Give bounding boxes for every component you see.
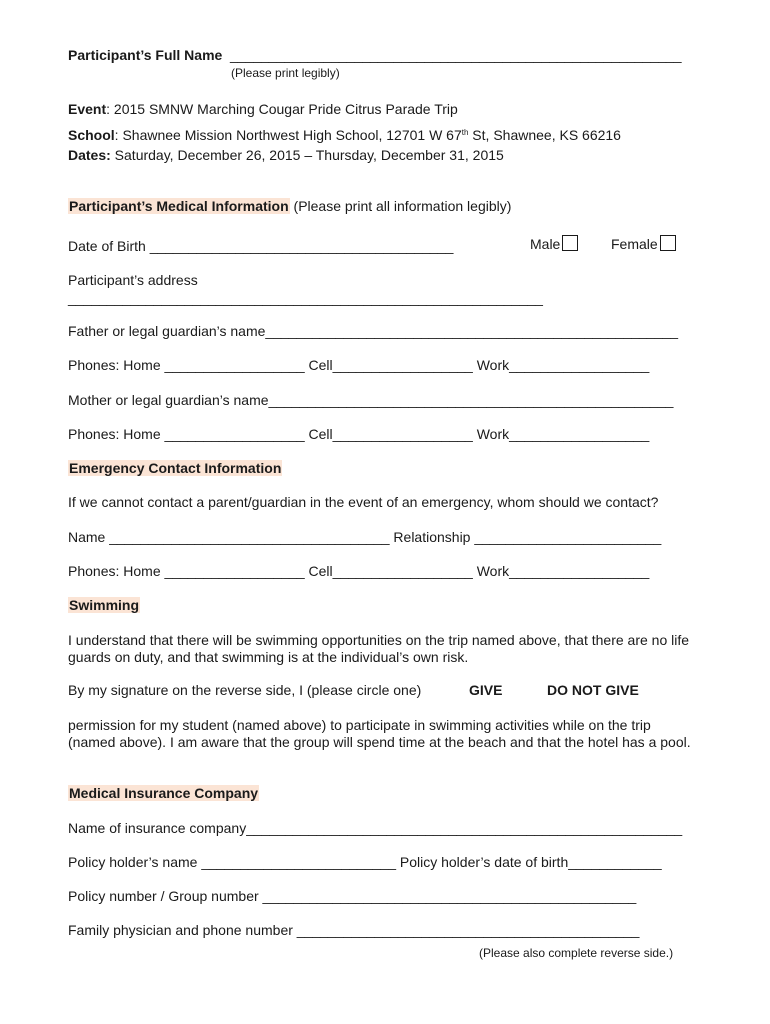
give-option[interactable]: GIVE <box>469 682 503 698</box>
swimming-paragraph: I understand that there will be swimming opportunities on the trip named above, that there are no life guards on duty, and that swimming is at the individual’s own risk. <box>68 632 690 665</box>
print-legibly-note: (Please print legibly) <box>231 66 340 80</box>
emergency-name-field[interactable]: Name ____________________________________ Relationship ________________________ <box>68 529 662 545</box>
school-line <box>68 124 621 144</box>
event-line <box>68 101 458 118</box>
swimming-heading: Swimming <box>69 597 140 613</box>
medical-heading-note: (Please print all information legibly) <box>289 198 512 214</box>
male-checkbox[interactable] <box>562 235 578 251</box>
female-checkbox[interactable] <box>660 235 676 251</box>
dates-label: Dates: <box>68 147 111 163</box>
policy-holder-field[interactable]: Policy holder’s name _________________________ Policy holder’s date of birth____________ <box>68 854 662 870</box>
full-name-line[interactable]: __________________________________________________________ <box>230 47 682 63</box>
female-label: Female <box>611 236 658 252</box>
male-label: Male <box>530 236 561 252</box>
swimming-signature-text: By my signature on the reverse side, I (please circle one) <box>68 682 422 698</box>
swimming-permission-paragraph: permission for my student (named above) to participate in swimming activities while on the trip (named above). I am aware that the group will spend time at the beach and that the hotel has a pool. <box>68 717 691 750</box>
swimming-heading-line <box>68 597 140 614</box>
insurance-heading: Medical Insurance Company <box>69 785 259 801</box>
mother-name-field[interactable]: Mother or legal guardian’s name____________________________________________________ <box>68 392 674 408</box>
school-value-end: St, Shawnee, KS 66216 <box>468 127 621 143</box>
policy-number-field[interactable]: Policy number / Group number ________________________________________________ <box>68 888 637 904</box>
dates-value: Saturday, December 26, 2015 – Thursday, December 31, 2015 <box>110 147 504 163</box>
dates-line <box>68 147 504 164</box>
male-option[interactable] <box>530 235 578 253</box>
insurance-company-field[interactable]: Name of insurance company________________________________________________________ <box>68 820 683 836</box>
female-option[interactable] <box>611 235 676 253</box>
event-value: : 2015 SMNW Marching Cougar Pride Citrus Parade Trip <box>106 101 458 117</box>
do-not-give-option[interactable]: DO NOT GIVE <box>547 682 639 698</box>
address-label: Participant’s address <box>68 272 198 288</box>
father-name-field[interactable]: Father or legal guardian’s name_____________________________________________________ <box>68 323 679 339</box>
event-label: Event <box>68 101 107 117</box>
emergency-heading-line <box>68 460 282 477</box>
emergency-phones-field[interactable]: Phones: Home __________________ Cell__________________ Work__________________ <box>68 563 650 579</box>
mother-phones-field[interactable]: Phones: Home __________________ Cell__________________ Work__________________ <box>68 426 650 442</box>
emergency-question: If we cannot contact a parent/guardian in the event of an emergency, whom should we contact? <box>68 494 659 510</box>
school-value: : Shawnee Mission Northwest High School, 12701 W 67 <box>114 127 462 143</box>
school-superscript: th <box>461 128 469 137</box>
medical-heading-line <box>68 198 511 215</box>
full-name-label: Participant’s Full Name <box>68 47 223 63</box>
father-phones-field[interactable]: Phones: Home __________________ Cell__________________ Work__________________ <box>68 357 650 373</box>
reverse-side-note: (Please also complete reverse side.) <box>479 946 674 960</box>
address-field[interactable]: _____________________________________________________________ <box>68 290 543 306</box>
medical-heading: Participant’s Medical Information <box>69 198 289 214</box>
dob-field[interactable]: Date of Birth _______________________________________ <box>68 238 454 254</box>
school-label: School <box>68 127 115 143</box>
emergency-heading: Emergency Contact Information <box>69 460 282 476</box>
insurance-heading-line <box>68 785 259 802</box>
physician-field[interactable]: Family physician and phone number ____________________________________________ <box>68 922 640 938</box>
